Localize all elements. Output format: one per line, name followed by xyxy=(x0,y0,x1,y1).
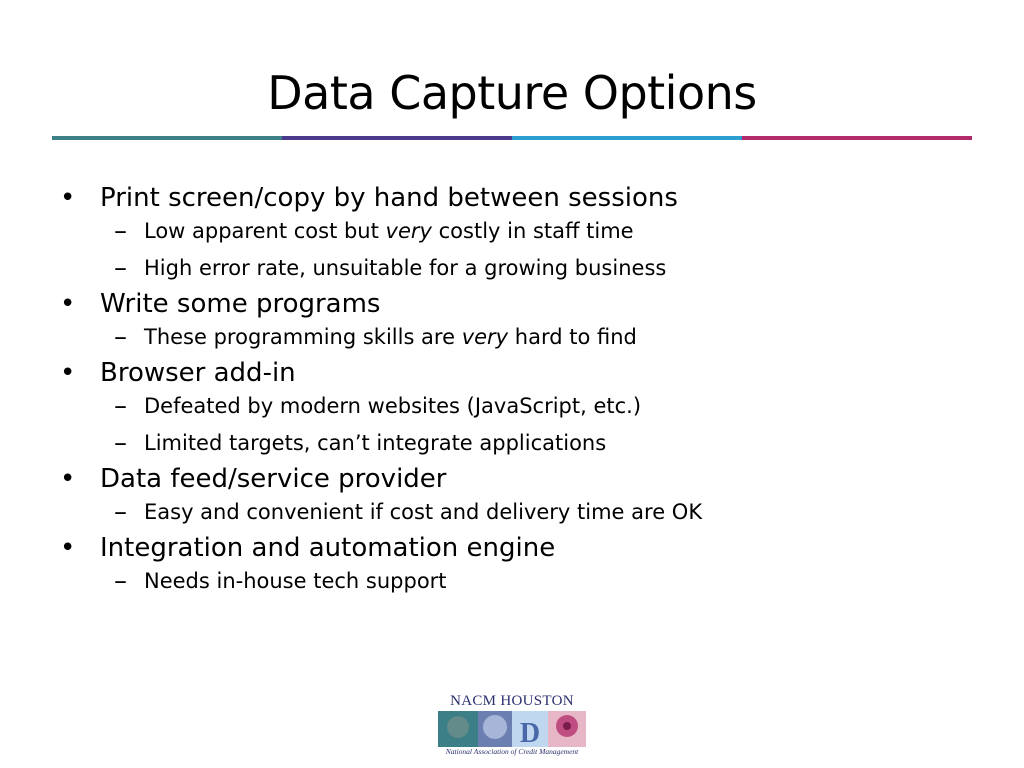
bullet-text: Integration and automation engine xyxy=(100,533,556,563)
sub-bullet-list xyxy=(100,499,988,525)
sub-bullet-text-after: hard to find xyxy=(508,325,637,349)
logo-letter-d-glyph: D xyxy=(519,718,541,747)
sub-bullet-list xyxy=(100,218,988,281)
logo-flower-center xyxy=(563,722,571,730)
divider-segment-purple xyxy=(282,136,512,140)
bullet-text: Print screen/copy by hand between sessions xyxy=(100,183,678,213)
sub-bullet-text-before: Needs in-house tech support xyxy=(144,569,447,593)
sub-bullet-list xyxy=(100,568,988,594)
sub-bullet-mark: – xyxy=(114,391,127,421)
bullet-text: Data feed/service provider xyxy=(100,464,447,494)
sub-bullet-mark: – xyxy=(114,428,127,458)
sub-bullet-text-before: Low apparent cost but xyxy=(144,219,386,243)
sub-bullet-item xyxy=(100,568,988,594)
sub-bullet-item xyxy=(100,255,988,281)
bullet-mark: • xyxy=(60,289,76,319)
divider-segment-magenta xyxy=(742,136,972,140)
sub-bullet-mark: – xyxy=(114,322,127,352)
sub-bullet-mark: – xyxy=(114,566,127,596)
bullet-list xyxy=(58,176,988,594)
sub-bullet-text-before: Easy and convenient if cost and delivery time are OK xyxy=(144,500,703,524)
logo-title: NACM HOUSTON xyxy=(450,693,574,709)
logo-coin-shape xyxy=(483,715,507,739)
sub-bullet-text-emphasis: very xyxy=(385,219,432,243)
bullet-text: Write some programs xyxy=(100,289,381,319)
bullet-item xyxy=(58,357,988,456)
sub-bullet-mark: – xyxy=(114,216,127,246)
sub-bullet-list xyxy=(100,324,988,350)
nacm-logo-icon xyxy=(438,711,586,747)
sub-bullet-text-before: Limited targets, can’t integrate applications xyxy=(144,431,607,455)
sub-bullet-list xyxy=(100,393,988,456)
sub-bullet-text-emphasis: very xyxy=(461,325,509,349)
nacm-logo xyxy=(434,692,590,760)
sub-bullet-mark: – xyxy=(114,497,127,527)
sub-bullet-text-after: costly in staff time xyxy=(431,219,634,243)
divider-segment-teal xyxy=(52,136,282,140)
bullet-mark: • xyxy=(60,183,76,213)
sub-bullet-item xyxy=(100,499,988,525)
sub-bullet-item xyxy=(100,393,988,419)
sub-bullet-mark: – xyxy=(114,253,127,283)
logo-tagline: National Association of Credit Management xyxy=(445,747,579,756)
bullet-mark: • xyxy=(60,358,76,388)
bullet-text: Browser add-in xyxy=(100,358,296,388)
sub-bullet-text-before: High error rate, unsuitable for a growing business xyxy=(144,256,667,280)
sub-bullet-text-before: These programming skills are xyxy=(144,325,462,349)
sub-bullet-item xyxy=(100,324,988,350)
sub-bullet-text-before: Defeated by modern websites (JavaScript, etc.) xyxy=(144,394,642,418)
bullet-item xyxy=(58,288,988,350)
sub-bullet-item xyxy=(100,218,988,244)
bullet-mark: • xyxy=(60,464,76,494)
bullet-item xyxy=(58,182,988,281)
bullet-item xyxy=(58,532,988,594)
bullet-item xyxy=(58,463,988,525)
bullet-mark: • xyxy=(60,533,76,563)
slide-title: Data Capture Options xyxy=(267,66,757,120)
divider-segment-blue xyxy=(512,136,742,140)
sub-bullet-item xyxy=(100,430,988,456)
title-divider xyxy=(52,136,972,140)
logo-portrait-shape xyxy=(447,716,469,738)
